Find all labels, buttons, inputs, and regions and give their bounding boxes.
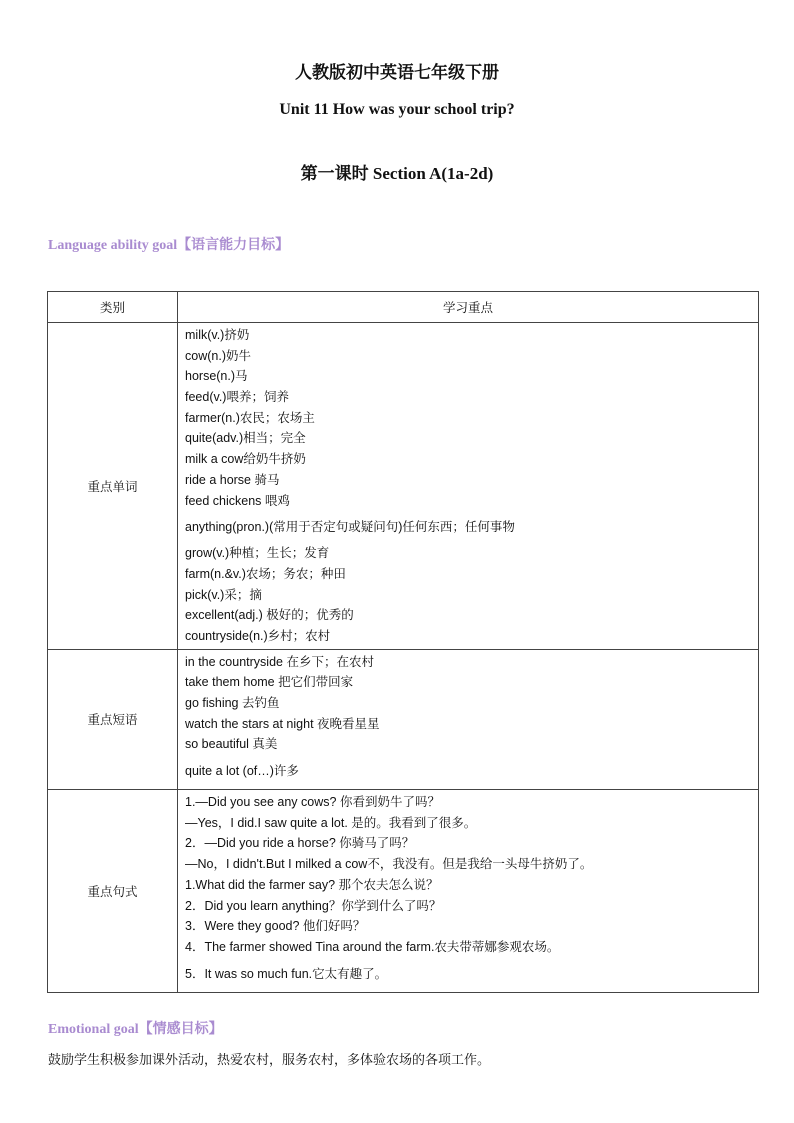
list-item: quite(adv.)相当；完全 xyxy=(185,431,306,446)
list-item: go fishing 去钓鱼 xyxy=(185,696,280,710)
study-focus-table xyxy=(47,291,759,993)
category-cell: 重点单词 xyxy=(48,323,178,650)
category-cell: 重点句式 xyxy=(48,790,178,993)
list-item: in the countryside 在乡下；在农村 xyxy=(185,654,374,669)
list-item: 1.What did the farmer say? 那个农夫怎么说？ xyxy=(185,877,439,892)
table-header-row xyxy=(48,292,759,323)
content-cell xyxy=(178,649,759,789)
unit-title: Unit 11 How was your school trip? xyxy=(279,101,515,118)
list-item: horse(n.)马 xyxy=(185,369,248,384)
table-row-sentences xyxy=(48,790,759,993)
list-item: 2．—Did you ride a horse? 你骑马了吗？ xyxy=(185,836,415,851)
table-row-phrases xyxy=(48,649,759,789)
list-item: excellent(adj.) 极好的；优秀的 xyxy=(185,608,354,623)
language-goal-heading: Language ability goal【语言能力目标】 xyxy=(48,238,290,253)
list-item: ride a horse 骑马 xyxy=(185,472,280,487)
lesson-title: 第一课时 Section A(1a-2d) xyxy=(300,164,494,183)
list-item: —Yes，I did.I saw quite a lot. 是的。我看到了很多。 xyxy=(185,815,477,830)
list-item: take them home 把它们带回家 xyxy=(185,675,354,690)
content-cell xyxy=(178,323,759,650)
emotional-goal-heading: Emotional goal【情感目标】 xyxy=(48,1022,223,1037)
list-item: cow(n.)奶牛 xyxy=(185,348,251,363)
list-item: 2．Did you learn anything？你学到什么了吗？ xyxy=(185,898,442,913)
list-item: so beautiful 真美 xyxy=(185,737,278,752)
list-item: milk(v.)挤奶 xyxy=(185,328,250,342)
list-item: quite a lot (of…)许多 xyxy=(185,764,299,779)
emotional-goal-text: 鼓励学生积极参加课外活动，热爱农村，服务农村，多体验农场的各项工作。 xyxy=(48,1052,491,1067)
table-row-words xyxy=(48,323,759,650)
column-header-category: 类别 xyxy=(48,292,178,323)
category-cell: 重点短语 xyxy=(48,649,178,789)
list-item: farmer(n.)农民；农场主 xyxy=(185,410,315,425)
list-item: farm(n.&v.)农场；务农；种田 xyxy=(185,566,346,581)
book-title: 人教版初中英语七年级下册 xyxy=(295,63,499,82)
list-item: watch the stars at night 夜晚看星星 xyxy=(185,716,380,731)
list-item: feed(v.)喂养；饲养 xyxy=(185,390,289,405)
column-header-focus: 学习重点 xyxy=(178,292,759,323)
list-item: 1.—Did you see any cows? 你看到奶牛了吗？ xyxy=(185,795,440,810)
list-item: 5．It was so much fun.它太有趣了。 xyxy=(185,966,388,981)
list-item: anything(pron.)(常用于否定句或疑问句)任何东西；任何事物 xyxy=(185,520,515,535)
list-item: 3．Were they good? 他们好吗？ xyxy=(185,919,366,934)
list-item: feed chickens 喂鸡 xyxy=(185,493,290,508)
list-item: pick(v.)采；摘 xyxy=(185,587,262,602)
list-item: milk a cow给奶牛挤奶 xyxy=(185,452,306,467)
list-item: —No，I didn't.But I milked a cow不，我没有。但是我给一头母牛挤奶了。 xyxy=(185,857,593,872)
list-item: grow(v.)种植；生长；发育 xyxy=(185,546,330,561)
list-item: countryside(n.)乡村；农村 xyxy=(185,628,331,643)
content-cell xyxy=(178,790,759,993)
list-item: 4．The farmer showed Tina around the farm.农夫带蒂娜参观农场。 xyxy=(185,939,560,954)
